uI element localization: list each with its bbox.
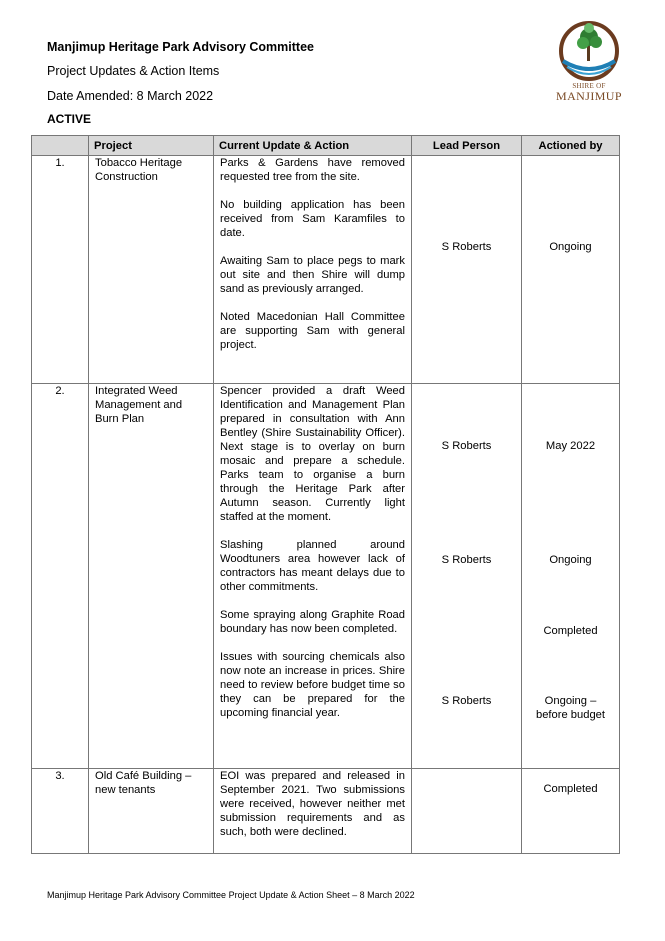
row-actioned xyxy=(522,156,620,384)
update-text: Noted Macedonian Hall Committee are supporting Sam with general project. xyxy=(220,311,405,351)
row-project: Old Café Building – new tenants xyxy=(89,769,214,854)
lead-person: S Roberts xyxy=(441,554,492,566)
table-row xyxy=(32,769,620,854)
lead-person: S Roberts xyxy=(441,440,492,452)
row-lead xyxy=(412,156,522,384)
logo-line-2: MANJIMUP xyxy=(556,89,622,103)
logo-line-1: SHIRE OF xyxy=(572,82,606,90)
actioned-by: Ongoing – before budget xyxy=(535,695,606,721)
header-actioned: Actioned by xyxy=(522,136,620,156)
row-updates xyxy=(214,769,412,854)
document-title: Manjimup Heritage Park Advisory Committee xyxy=(47,40,314,54)
header-lead: Lead Person xyxy=(412,136,522,156)
section-heading: ACTIVE xyxy=(47,112,92,126)
table-row xyxy=(32,156,620,384)
row-number: 1. xyxy=(32,156,89,384)
action-table xyxy=(31,135,620,854)
row-lead xyxy=(412,384,522,769)
actioned-by: Completed xyxy=(543,783,598,795)
header-project: Project xyxy=(89,136,214,156)
document-subtitle: Project Updates & Action Items xyxy=(47,64,220,78)
row-updates xyxy=(214,384,412,769)
row-project: Integrated Weed Management and Burn Plan xyxy=(89,384,214,769)
row-actioned xyxy=(522,384,620,769)
update-text: Awaiting Sam to place pegs to mark out site and then Shire will dump sand as previously arranged. xyxy=(220,255,405,295)
update-text: No building application has been received from Sam Karamfiles to date. xyxy=(220,199,405,239)
update-text: Parks & Gardens have removed requested tree from the site. xyxy=(220,157,405,183)
update-text: Spencer provided a draft Weed Identification and Management Plan prepared in consultation with Ann Bentley (Shire Sustainability Officer). Next stage is to overlay on burn mosaic and prepare a schedule. Parks team to organise a burn through the Heritage Park after Autumn season. Currently light staffed at the moment. xyxy=(220,385,405,523)
page-footer: Manjimup Heritage Park Advisory Committee Project Update & Action Sheet – 8 March 2022 xyxy=(47,890,415,900)
table-row xyxy=(32,384,620,769)
date-amended: Date Amended: 8 March 2022 xyxy=(47,89,214,103)
row-lead xyxy=(412,769,522,854)
actioned-by: May 2022 xyxy=(545,440,596,452)
lead-person: S Roberts xyxy=(441,241,492,253)
table-header-row xyxy=(32,136,620,156)
row-number: 3. xyxy=(32,769,89,854)
actioned-by: Ongoing xyxy=(549,241,592,253)
row-updates xyxy=(214,156,412,384)
row-project: Tobacco Heritage Construction xyxy=(89,156,214,384)
update-text: EOI was prepared and released in September 2021. Two submissions were received, however neither met submission requirements and as such, both were declined. xyxy=(220,770,405,838)
row-number: 2. xyxy=(32,384,89,769)
actioned-by: Ongoing xyxy=(549,554,592,566)
actioned-by: Completed xyxy=(543,625,598,637)
header-update: Current Update & Action xyxy=(214,136,412,156)
row-actioned xyxy=(522,769,620,854)
update-text: Some spraying along Graphite Road boundary has now been completed. xyxy=(220,609,405,635)
header-number xyxy=(32,136,89,156)
update-text: Issues with sourcing chemicals also now note an increase in prices. Shire need to review before budget time so they can be prepared for the upcoming financial year. xyxy=(220,651,405,719)
update-text: Slashing planned around Woodtuners area however lack of contractors has meant delays due to other commitments. xyxy=(220,539,405,593)
lead-person: S Roberts xyxy=(441,695,492,707)
